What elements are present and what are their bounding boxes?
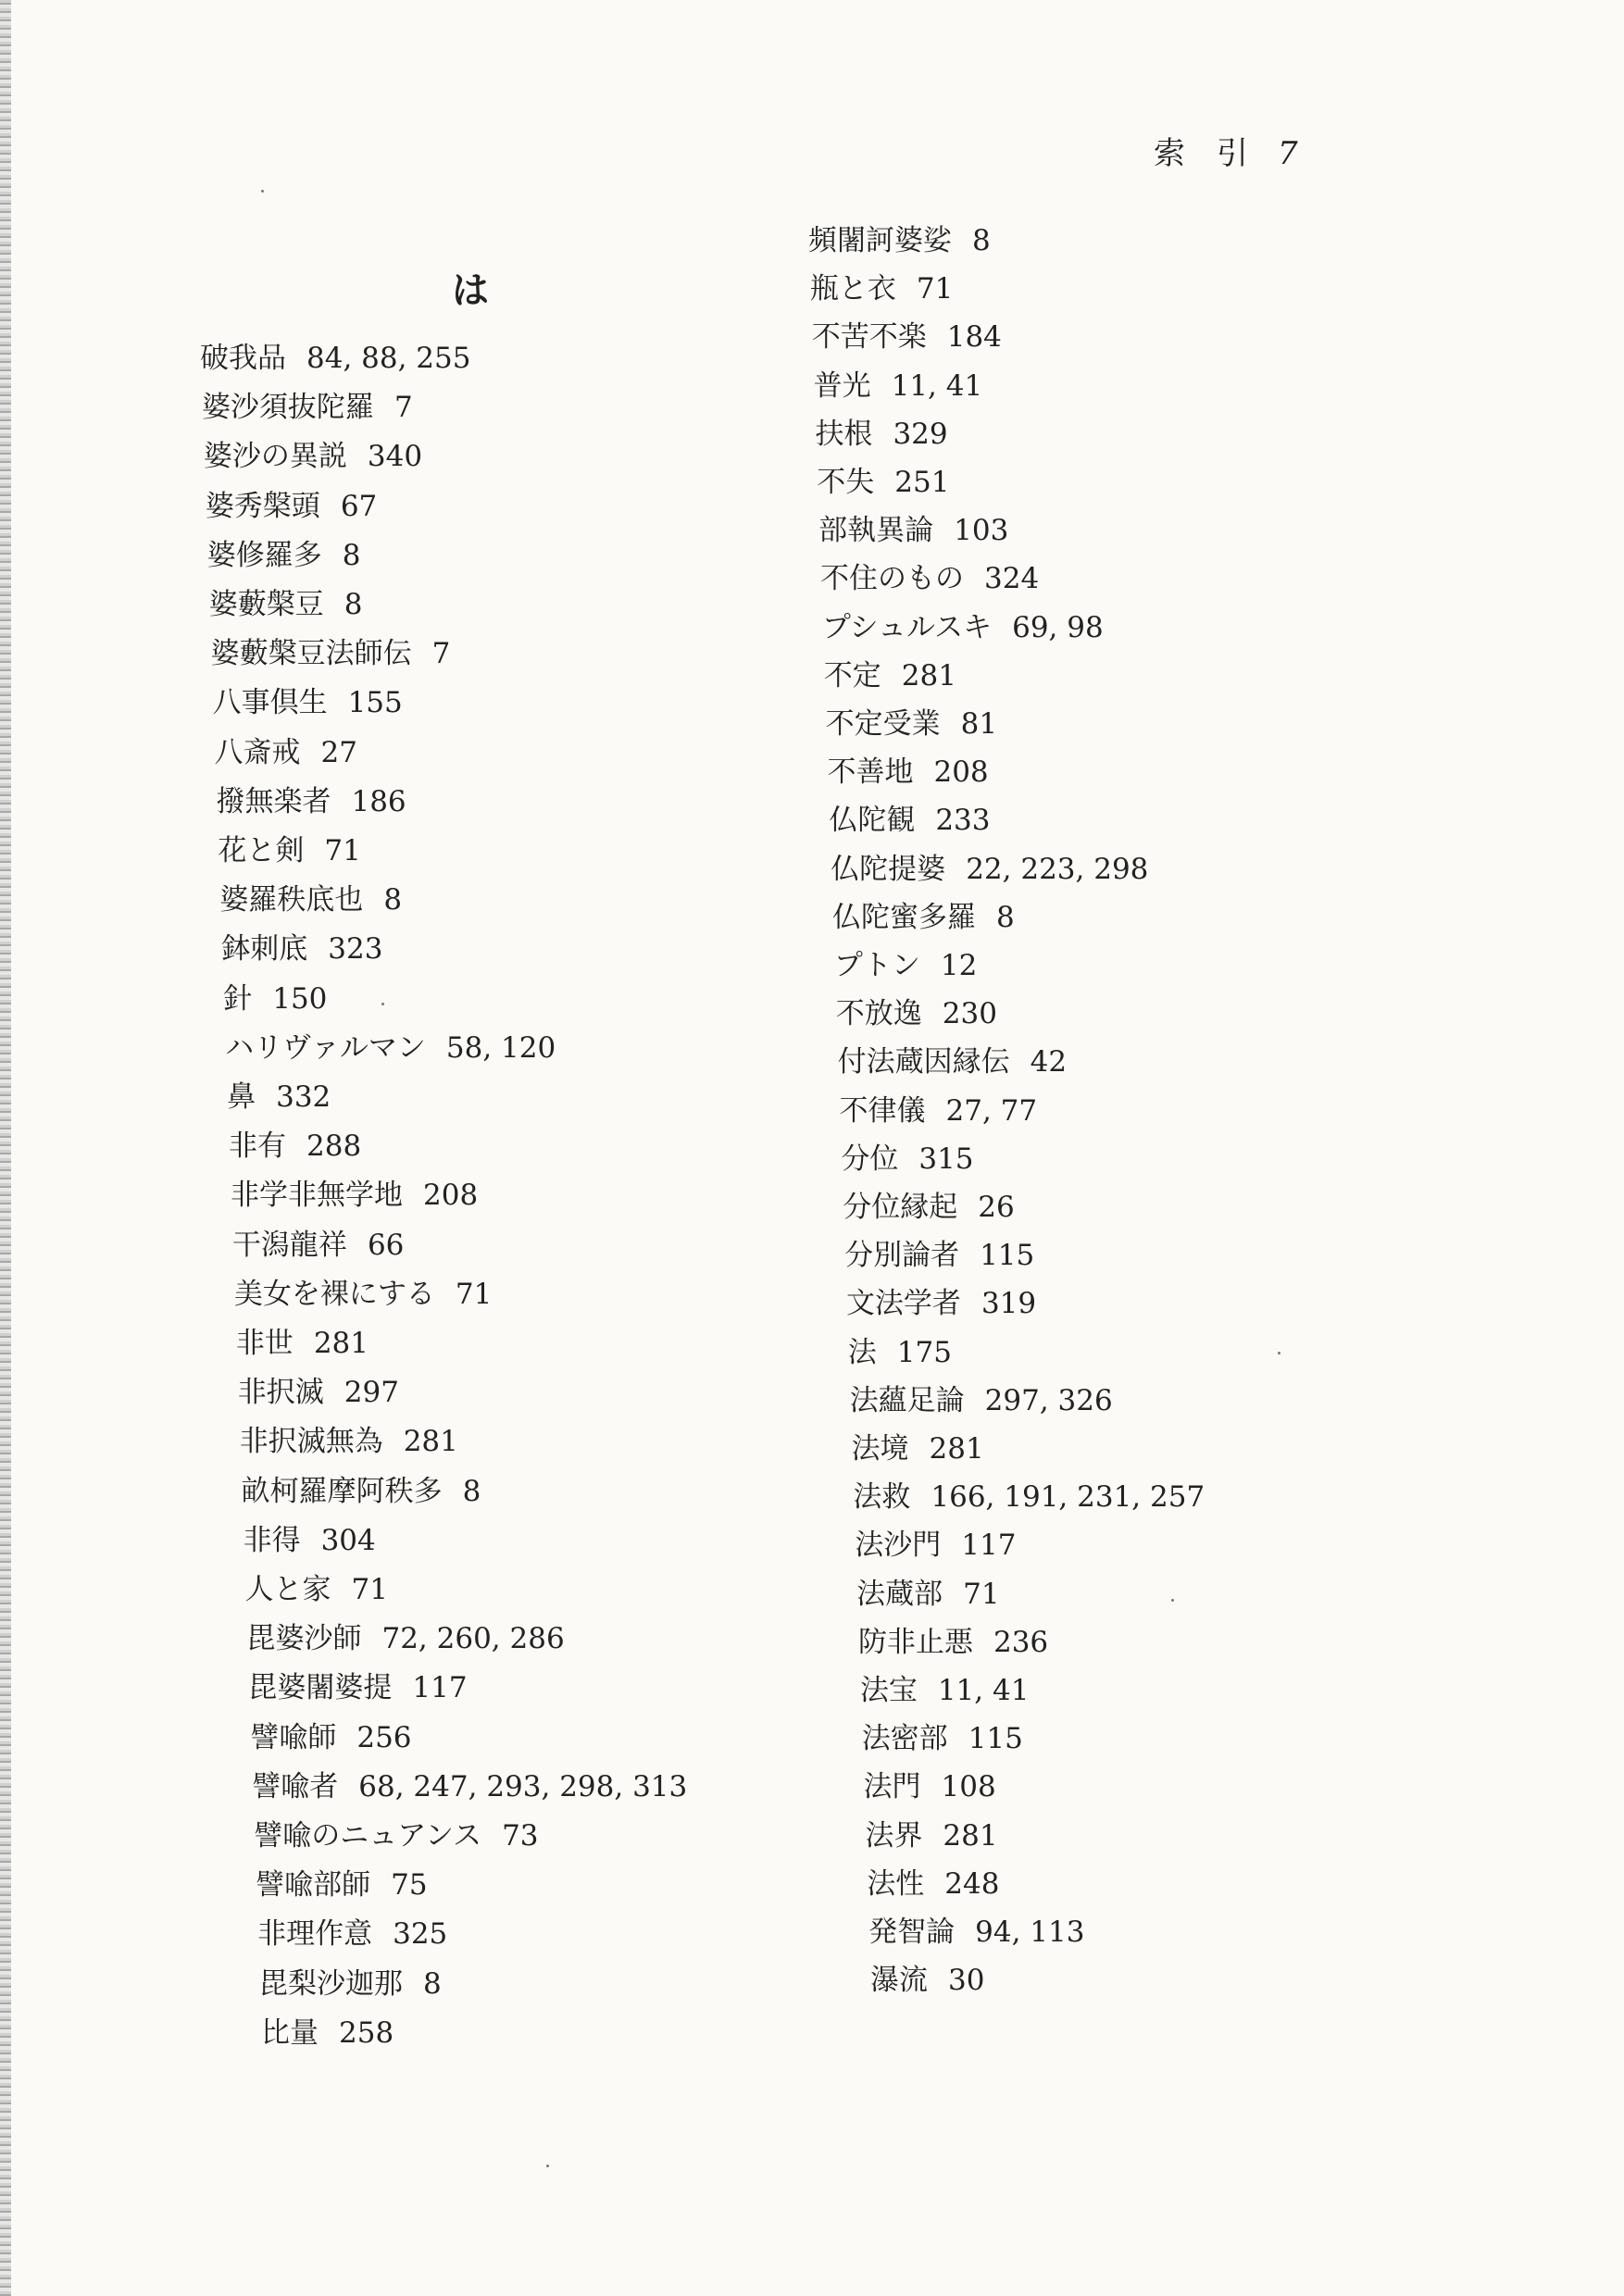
index-pages: 8 [972, 224, 991, 257]
index-entry [849, 1383, 1113, 1417]
index-entry [821, 610, 1104, 644]
index-pages: 67 [340, 489, 378, 523]
index-entry [233, 1277, 493, 1311]
scan-speck [1171, 1599, 1174, 1602]
index-term: 法沙門 [855, 1529, 942, 1563]
index-pages: 103 [954, 514, 1009, 548]
index-pages: 186 [351, 784, 406, 818]
running-head-label: 索 引 [1154, 135, 1248, 172]
index-pages: 26 [978, 1191, 1015, 1224]
index-term: 法 [847, 1335, 877, 1369]
index-term: 文法学者 [845, 1287, 961, 1321]
index-entry [859, 1674, 1030, 1707]
index-pages: 166, 191, 231, 257 [931, 1480, 1206, 1515]
index-entry [808, 224, 991, 257]
index-term: 分位縁起 [843, 1191, 958, 1224]
index-pages: 94, 113 [975, 1915, 1085, 1949]
index-entry [867, 1866, 1000, 1901]
index-pages: 71 [916, 272, 954, 306]
index-pages: 42 [1030, 1045, 1068, 1079]
index-term: 鼻 [227, 1080, 256, 1114]
index-pages: 315 [918, 1142, 974, 1176]
index-term: プトン [833, 949, 920, 982]
index-pages: 329 [893, 417, 948, 451]
index-term: 分位 [841, 1142, 899, 1176]
index-entry [250, 1720, 412, 1754]
index-entry [856, 1577, 1000, 1611]
index-pages: 281 [403, 1425, 458, 1459]
index-term: 法門 [863, 1770, 921, 1804]
index-entry [203, 440, 423, 474]
index-term: 仏陀観 [829, 804, 916, 838]
index-entry [827, 755, 989, 790]
index-pages: 323 [328, 932, 383, 967]
scan-speck [261, 190, 264, 193]
index-term: 婆藪槃豆法師伝 [210, 637, 412, 671]
scan-speck [1278, 1352, 1280, 1354]
index-pages: 108 [941, 1770, 996, 1804]
index-entry [835, 997, 997, 1031]
page-number: 7 [1278, 135, 1298, 172]
index-entry [257, 1917, 448, 1952]
section-heading: は [452, 268, 489, 312]
index-entry [237, 1376, 399, 1410]
index-term: 鉢刺底 [221, 932, 308, 967]
index-entry [219, 883, 403, 917]
index-entry [261, 2015, 394, 2050]
index-pages: 117 [961, 1529, 1017, 1563]
index-pages: 325 [393, 1917, 448, 1952]
index-term: 非理作意 [257, 1917, 373, 1952]
index-pages: 115 [968, 1722, 1023, 1756]
index-entry [813, 368, 983, 403]
index-term: 普光 [813, 368, 871, 403]
index-term: 婆沙須抜陀羅 [201, 391, 374, 425]
index-entry [855, 1529, 1017, 1563]
index-term: ハリヴァルマン [225, 1030, 426, 1065]
index-term: 法密部 [861, 1722, 948, 1756]
index-entry [853, 1480, 1206, 1515]
index-entry [861, 1722, 1023, 1756]
index-entry [259, 1966, 442, 2001]
index-pages: 8 [383, 883, 403, 917]
index-pages: 30 [948, 1964, 985, 1998]
index-pages: 281 [901, 658, 956, 693]
index-term: 美女を裸にする [233, 1277, 435, 1311]
scan-speck [381, 1003, 384, 1005]
index-pages: 27, 77 [945, 1093, 1038, 1128]
index-pages: 281 [929, 1432, 984, 1466]
index-pages: 248 [944, 1866, 1000, 1901]
index-term: 法界 [865, 1818, 923, 1853]
index-entry [205, 489, 378, 523]
index-entry [857, 1625, 1049, 1659]
index-entry [239, 1425, 458, 1459]
index-pages: 281 [313, 1327, 369, 1360]
index-pages: 297 [344, 1376, 399, 1410]
binding-edge-shadow [0, 0, 11, 2296]
index-entry [829, 804, 991, 838]
index-term: 八斎戒 [214, 735, 301, 769]
index-term: 不律儀 [839, 1093, 926, 1128]
index-term: 法救 [853, 1480, 911, 1515]
index-term: 非学非無学地 [231, 1179, 403, 1213]
index-term: 非世 [235, 1327, 294, 1360]
index-term: 譬喩部師 [256, 1868, 371, 1903]
index-entry [244, 1573, 388, 1606]
index-entry [811, 320, 1002, 355]
index-pages: 84, 88, 255 [306, 342, 471, 375]
index-entry [225, 1030, 556, 1065]
index-entry [809, 272, 954, 306]
index-term: 法性 [867, 1866, 925, 1901]
index-pages: 7 [431, 637, 451, 671]
index-pages: 233 [935, 804, 991, 838]
index-pages: 332 [276, 1080, 331, 1114]
index-pages: 184 [946, 320, 1002, 355]
index-pages: 27 [320, 735, 357, 769]
index-term: 付法蔵因縁伝 [837, 1045, 1010, 1079]
index-pages: 71 [324, 834, 361, 867]
index-entry [214, 735, 357, 769]
index-term: 不放逸 [835, 997, 922, 1031]
index-term: 非得 [243, 1523, 301, 1557]
index-term: 毘婆闍婆提 [248, 1671, 393, 1705]
index-term: 非択滅無為 [239, 1425, 383, 1459]
index-entry [218, 834, 361, 867]
index-entry [221, 932, 383, 967]
scan-speck [546, 2165, 549, 2167]
index-term: 花と剣 [218, 834, 305, 867]
index-entry [844, 1239, 1035, 1273]
index-entry [243, 1523, 376, 1557]
index-term: 干潟龍祥 [231, 1228, 347, 1262]
index-term: 婆修羅多 [206, 538, 322, 572]
index-pages: 281 [943, 1818, 998, 1853]
index-term: 不定受業 [825, 707, 941, 741]
index-pages: 251 [894, 466, 950, 499]
index-entry [248, 1671, 468, 1705]
index-pages: 340 [367, 440, 423, 474]
index-term: 法境 [851, 1432, 909, 1466]
index-term: 不失 [817, 466, 875, 499]
index-term: 婆羅秩底也 [219, 883, 364, 917]
index-entry [833, 949, 978, 982]
index-pages: 72, 260, 286 [381, 1622, 565, 1656]
index-entry [252, 1769, 688, 1803]
index-term: 分別論者 [844, 1239, 960, 1273]
index-term: 八事倶生 [212, 686, 328, 720]
index-term: 毘梨沙迦那 [259, 1966, 404, 2001]
index-entry [246, 1622, 565, 1656]
index-pages: 8 [342, 538, 361, 572]
index-entry [832, 900, 1015, 934]
index-pages: 73 [502, 1819, 539, 1853]
index-entry [229, 1129, 362, 1164]
index-entry [820, 562, 1040, 596]
index-pages: 8 [344, 588, 363, 621]
index-term: 法宝 [859, 1674, 918, 1707]
index-term: 人と家 [244, 1573, 331, 1606]
index-pages: 208 [933, 755, 989, 790]
index-entry [851, 1432, 984, 1466]
index-term: 譬喩者 [252, 1769, 339, 1803]
index-entry [823, 658, 956, 693]
index-pages: 8 [462, 1474, 481, 1508]
index-term: 発智論 [868, 1915, 956, 1949]
index-term: 不善地 [827, 755, 914, 790]
index-entry [201, 391, 413, 425]
index-term: 法蘊足論 [849, 1383, 965, 1417]
index-pages: 12 [940, 949, 978, 982]
index-term: 撥無楽者 [216, 784, 331, 818]
index-term: 仏陀提婆 [831, 852, 946, 886]
index-pages: 8 [423, 1966, 442, 2001]
index-term: 防非止悪 [857, 1625, 973, 1659]
index-pages: 236 [993, 1625, 1049, 1659]
index-term: 針 [223, 981, 253, 1016]
index-entry [865, 1818, 998, 1853]
index-entry [818, 514, 1009, 548]
index-entry [254, 1819, 539, 1853]
index-entry [227, 1080, 331, 1114]
index-entry [256, 1868, 428, 1903]
index-pages: 58, 120 [445, 1030, 556, 1065]
index-entry [837, 1045, 1068, 1079]
index-entry [206, 538, 361, 572]
index-term: 瓶と衣 [809, 272, 896, 306]
index-pages: 256 [356, 1720, 412, 1754]
index-pages: 68, 247, 293, 298, 313 [358, 1769, 688, 1803]
index-entry [208, 588, 363, 621]
index-pages: 304 [320, 1523, 376, 1557]
index-entry [863, 1770, 996, 1804]
index-term: 瀑流 [870, 1964, 928, 1998]
index-entry [210, 637, 451, 671]
index-pages: 208 [423, 1179, 479, 1213]
index-term: 畝柯羅摩阿秩多 [241, 1474, 443, 1508]
index-pages: 288 [306, 1129, 362, 1164]
index-entry [200, 344, 470, 373]
index-pages: 230 [942, 997, 997, 1031]
index-pages: 7 [394, 391, 413, 425]
index-entry [241, 1474, 481, 1508]
index-term: プシュルスキ [821, 610, 993, 644]
index-pages: 75 [391, 1868, 428, 1903]
index-entry [831, 852, 1149, 886]
index-pages: 71 [963, 1577, 1000, 1611]
index-entry [845, 1287, 1037, 1321]
index-pages: 69, 98 [1012, 610, 1104, 644]
index-term: 非択滅 [237, 1376, 324, 1410]
index-term: 法蔵部 [856, 1577, 943, 1611]
index-pages: 66 [367, 1228, 405, 1262]
index-entry [815, 417, 948, 451]
index-entry [212, 686, 403, 720]
index-pages: 115 [980, 1239, 1035, 1273]
index-term: 婆沙の異説 [203, 440, 347, 474]
index-term: 不苦不楽 [811, 320, 927, 355]
index-term: 不定 [823, 658, 881, 693]
index-pages: 22, 223, 298 [966, 852, 1149, 886]
index-pages: 11, 41 [937, 1674, 1030, 1707]
index-term: 扶根 [815, 417, 873, 451]
index-entry [817, 468, 949, 497]
index-term: 婆秀槃頭 [205, 489, 320, 523]
index-entry [868, 1915, 1085, 1949]
index-pages: 117 [412, 1671, 468, 1705]
index-entry [216, 784, 406, 818]
index-term: 非有 [229, 1129, 287, 1164]
index-pages: 258 [339, 2015, 394, 2050]
index-entry [231, 1228, 405, 1262]
index-pages: 11, 41 [891, 368, 983, 403]
index-term: 比量 [261, 2015, 319, 2050]
index-term: 仏陀蜜多羅 [832, 900, 977, 934]
index-pages: 175 [896, 1335, 952, 1369]
index-term: 破我品 [200, 342, 286, 375]
index-entry [236, 1329, 369, 1358]
index-term: 毘婆沙師 [246, 1622, 362, 1656]
index-pages: 324 [984, 562, 1040, 596]
index-term: 不住のもの [820, 562, 965, 596]
index-term: 婆藪槃豆 [208, 588, 324, 621]
index-pages: 81 [960, 707, 998, 741]
index-pages: 71 [351, 1573, 388, 1606]
index-pages: 71 [455, 1277, 493, 1311]
index-term: 部執異論 [818, 514, 934, 548]
index-entry [825, 707, 998, 741]
index-entry [841, 1142, 974, 1176]
index-entry [223, 981, 328, 1016]
index-pages: 319 [981, 1287, 1037, 1321]
index-entry [847, 1335, 952, 1369]
index-pages: 8 [996, 900, 1015, 934]
index-entry [870, 1964, 985, 1998]
index-term: 頻闍訶婆娑 [808, 224, 952, 257]
index-pages: 150 [272, 981, 328, 1016]
index-entry [839, 1093, 1038, 1128]
running-head [1154, 128, 1322, 173]
index-pages: 297, 326 [984, 1383, 1113, 1417]
index-term: 譬喩師 [250, 1720, 337, 1754]
index-pages: 155 [347, 686, 403, 720]
index-entry [231, 1179, 479, 1213]
index-term: 譬喩のニュアンス [254, 1819, 482, 1853]
index-entry [843, 1193, 1014, 1222]
